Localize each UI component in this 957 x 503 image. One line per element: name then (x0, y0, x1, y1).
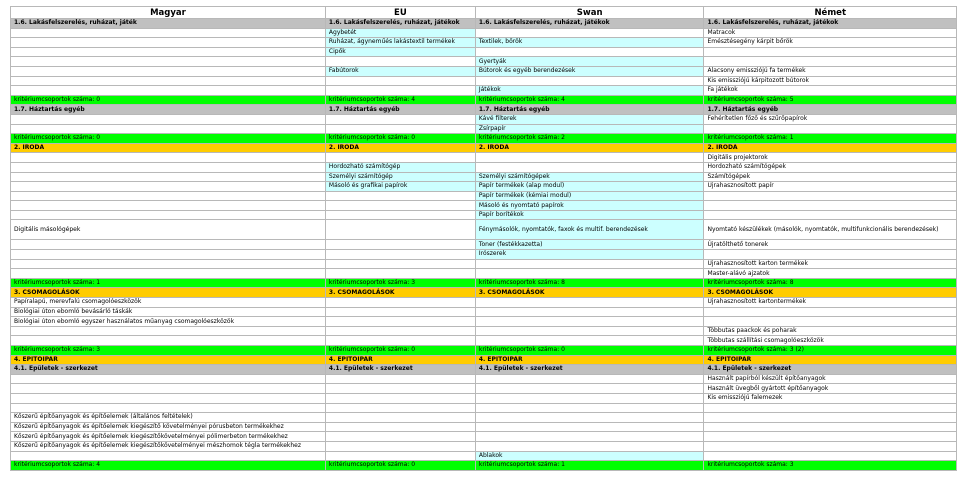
cell[interactable]: 4. ÉPÍTŐIPAR (475, 355, 704, 365)
cell[interactable] (325, 451, 475, 461)
cell[interactable] (325, 153, 475, 163)
cell[interactable]: kritériumcsoportok száma: 4 (475, 95, 704, 105)
cell[interactable]: Fabútorok (325, 66, 475, 76)
data-row (11, 182, 957, 192)
cell[interactable] (704, 422, 957, 432)
cell[interactable] (325, 76, 475, 86)
cell[interactable] (475, 259, 704, 269)
cell[interactable]: Személyi számítógépek (475, 172, 704, 182)
cell[interactable]: kritériumcsoportok száma: 0 (325, 461, 475, 471)
cell[interactable]: Fehérítetlen főző és szűrőpapírok (704, 114, 957, 124)
cell[interactable] (11, 162, 326, 172)
cell[interactable]: 2. IRODA (704, 143, 957, 153)
cell[interactable] (475, 384, 704, 394)
cell[interactable]: 1.7. Háztartás egyéb (475, 105, 704, 115)
cell[interactable] (325, 374, 475, 384)
cell[interactable] (475, 393, 704, 403)
data-row (11, 210, 957, 220)
data-row (11, 172, 957, 182)
column-header-swan[interactable]: Swan (475, 7, 704, 19)
cell[interactable] (325, 393, 475, 403)
cell[interactable] (11, 393, 326, 403)
data-row (11, 66, 957, 76)
cell[interactable]: Kávé filterek (475, 114, 704, 124)
cell[interactable] (11, 76, 326, 86)
cell[interactable] (475, 28, 704, 38)
cell[interactable] (11, 57, 326, 67)
cell[interactable] (11, 210, 326, 220)
data-row (11, 307, 957, 317)
cell[interactable] (704, 47, 957, 57)
cell[interactable]: Újrahasznosított kartontermékek (704, 298, 957, 308)
cell[interactable]: kritériumcsoportok száma: 4 (325, 95, 475, 105)
cell[interactable]: kritériumcsoportok száma: 0 (11, 134, 326, 144)
cell[interactable]: Többutas szállítási csomagolóeszközök (704, 336, 957, 346)
data-row (11, 384, 957, 394)
cell[interactable] (704, 317, 957, 327)
section-header-row (11, 105, 957, 115)
data-row (11, 422, 957, 432)
cell[interactable] (325, 298, 475, 308)
cell[interactable] (704, 441, 957, 451)
cell[interactable] (11, 28, 326, 38)
cell[interactable] (11, 182, 326, 192)
cell[interactable] (325, 403, 475, 413)
cell[interactable]: Papír termékek (alap modul) (475, 182, 704, 192)
cell[interactable]: kritériumcsoportok száma: 5 (704, 95, 957, 105)
cell[interactable] (475, 269, 704, 279)
cell[interactable]: Toner (festékkazetta) (475, 240, 704, 250)
cell[interactable] (475, 336, 704, 346)
data-row (11, 124, 957, 134)
cell[interactable]: Kőszerű építőanyagok és építőelemek kiegészítőkövetelményei pólimerbeton termékekhez (11, 432, 326, 442)
cell[interactable]: kritériumcsoportok száma: 3 (325, 278, 475, 288)
cell[interactable]: kritériumcsoportok száma: 0 (325, 346, 475, 356)
cell[interactable] (11, 259, 326, 269)
cell[interactable] (704, 432, 957, 442)
cell[interactable] (704, 124, 957, 134)
cell[interactable]: Kőszerű építőanyagok és építőelemek (általános feltételek) (11, 413, 326, 423)
cell[interactable]: 3. CSOMAGOLÁSOK (11, 288, 326, 298)
cell[interactable] (325, 240, 475, 250)
cell[interactable] (325, 441, 475, 451)
criteria-count-row (11, 346, 957, 356)
cell[interactable]: Fa játékok (704, 86, 957, 96)
cell[interactable] (475, 307, 704, 317)
cell[interactable]: 4.1. Épületek - szerkezet (11, 365, 326, 375)
cell[interactable] (704, 413, 957, 423)
cell[interactable] (11, 124, 326, 134)
cell[interactable]: Kőszerű építőanyagok és építőelemek kiegészítő követelményei pórusbeton termékekhez (11, 422, 326, 432)
data-row (11, 441, 957, 451)
cell[interactable]: 3. CSOMAGOLÁSOK (704, 288, 957, 298)
category-row (11, 288, 957, 298)
cell[interactable]: Kőszerű építőanyagok és építőelemek kiegészítőkövetelményei mészhomok tégla termékekhez (11, 441, 326, 451)
cell[interactable] (11, 86, 326, 96)
cell[interactable] (325, 191, 475, 201)
cell[interactable] (11, 114, 326, 124)
cell[interactable] (475, 317, 704, 327)
cell[interactable] (11, 172, 326, 182)
cell[interactable] (325, 384, 475, 394)
cell[interactable]: 1.6. Lakásfelszerelés, ruházat, játékok (475, 19, 704, 29)
cell[interactable] (325, 269, 475, 279)
cell[interactable]: Biológiai úton ebomló bevásárló táskák (11, 307, 326, 317)
cell[interactable]: kritériumcsoportok száma: 1 (11, 278, 326, 288)
cell[interactable] (475, 162, 704, 172)
cell[interactable] (325, 259, 475, 269)
data-row (11, 451, 957, 461)
cell[interactable]: Textilek, bőrök (475, 38, 704, 48)
cell[interactable]: Újrahasznosított karton termékek (704, 259, 957, 269)
cell[interactable] (11, 66, 326, 76)
cell[interactable] (11, 269, 326, 279)
column-header-eu[interactable]: EU (325, 7, 475, 19)
cell[interactable]: kritériumcsoportok száma: 8 (475, 278, 704, 288)
cell[interactable] (475, 153, 704, 163)
cell[interactable]: Hordozható számítógép (325, 162, 475, 172)
data-row (11, 240, 957, 250)
data-row (11, 162, 957, 172)
cell[interactable] (11, 403, 326, 413)
cell[interactable] (11, 336, 326, 346)
cell[interactable] (11, 326, 326, 336)
cell[interactable]: Nyomtató készülékek (másolók, nyomtatók, multifunkcionális berendezések) (704, 220, 957, 240)
cell[interactable] (704, 307, 957, 317)
cell[interactable]: 2. IRODA (325, 143, 475, 153)
cell[interactable]: Személyi számítógép (325, 172, 475, 182)
data-row (11, 269, 957, 279)
section-header-row (11, 19, 957, 29)
data-row (11, 47, 957, 57)
data-row (11, 191, 957, 201)
cell[interactable]: kritériumcsoportok száma: 4 (11, 461, 326, 471)
cell[interactable] (475, 413, 704, 423)
cell[interactable] (325, 250, 475, 260)
cell[interactable]: Digitális projektorok (704, 153, 957, 163)
cell[interactable]: Papír termékek (kémiai modul) (475, 191, 704, 201)
cell[interactable]: kritériumcsoportok száma: 1 (475, 461, 704, 471)
data-row (11, 374, 957, 384)
cell[interactable]: Játékok (475, 86, 704, 96)
cell[interactable]: kritériumcsoportok száma: 3 (11, 346, 326, 356)
category-row (11, 355, 957, 365)
data-row (11, 28, 957, 38)
cell[interactable] (704, 250, 957, 260)
cell[interactable]: 4. ÉPÍTŐIPAR (704, 355, 957, 365)
cell[interactable]: Alacsony emissziójú fa termékek (704, 66, 957, 76)
cell[interactable]: Használt üvegből gyártott építőanyagok (704, 384, 957, 394)
cell[interactable]: Újrahasznosított papír (704, 182, 957, 192)
cell[interactable] (11, 384, 326, 394)
cell[interactable]: Ablakok (475, 451, 704, 461)
cell[interactable] (704, 210, 957, 220)
cell[interactable] (325, 307, 475, 317)
cell[interactable]: 4.1. Épületek - szerkezet (704, 365, 957, 375)
data-row (11, 114, 957, 124)
cell[interactable]: 1.7. Háztartás egyéb (11, 105, 326, 115)
cell[interactable] (11, 47, 326, 57)
criteria-count-row (11, 461, 957, 471)
cell[interactable]: 4. ÉPÍTŐIPAR (11, 355, 326, 365)
cell[interactable]: kritériumcsoportok száma: 0 (11, 95, 326, 105)
cell[interactable] (475, 298, 704, 308)
cell[interactable] (704, 403, 957, 413)
data-row (11, 153, 957, 163)
cell[interactable]: Írószerek (475, 250, 704, 260)
header-row (11, 7, 957, 19)
cell[interactable]: Gyertyák (475, 57, 704, 67)
data-row (11, 413, 957, 423)
cell[interactable] (325, 86, 475, 96)
cell[interactable] (11, 250, 326, 260)
data-row (11, 403, 957, 413)
cell[interactable] (325, 413, 475, 423)
cell[interactable]: Digitális másológépek (11, 220, 326, 240)
cell[interactable] (475, 76, 704, 86)
cell[interactable]: 1.6. Lakásfelszerelés, ruházat, játékok (325, 19, 475, 29)
cell[interactable] (11, 153, 326, 163)
cell[interactable] (475, 422, 704, 432)
cell[interactable]: Újratölthető tonerek (704, 240, 957, 250)
cell[interactable]: 3. CSOMAGOLÁSOK (475, 288, 704, 298)
cell[interactable] (704, 191, 957, 201)
cell[interactable] (325, 336, 475, 346)
data-row (11, 38, 957, 48)
data-row (11, 201, 957, 211)
cell[interactable] (325, 317, 475, 327)
cell[interactable]: 4.1. Épületek - szerkezet (325, 365, 475, 375)
data-row (11, 336, 957, 346)
cell[interactable]: 1.6. Lakásfelszerelés, ruházat, játékok (704, 19, 957, 29)
cell[interactable]: Fénymásolók, nyomtatók, faxok és multif. berendezések (475, 220, 704, 240)
data-row (11, 326, 957, 336)
data-row (11, 393, 957, 403)
cell[interactable]: kritériumcsoportok száma: 0 (325, 134, 475, 144)
cell[interactable]: Matracok (704, 28, 957, 38)
cell[interactable]: kritériumcsoportok száma: 1 (704, 134, 957, 144)
cell[interactable]: Kis emissziójú falemezek (704, 393, 957, 403)
data-row (11, 76, 957, 86)
cell[interactable]: 2. IRODA (475, 143, 704, 153)
cell[interactable]: kritériumcsoportok száma: 8 (704, 278, 957, 288)
cell[interactable] (11, 451, 326, 461)
criteria-count-row (11, 95, 957, 105)
cell[interactable] (11, 38, 326, 48)
criteria-spreadsheet (10, 6, 957, 471)
data-row (11, 220, 957, 240)
cell[interactable] (325, 210, 475, 220)
cell[interactable]: Papír borítékok (475, 210, 704, 220)
cell[interactable] (325, 422, 475, 432)
cell[interactable] (475, 432, 704, 442)
cell[interactable] (704, 201, 957, 211)
cell[interactable]: 4. ÉPÍTŐIPAR (325, 355, 475, 365)
cell[interactable]: Ruházat, ágyneműés lakástextil termékek (325, 38, 475, 48)
data-row (11, 432, 957, 442)
cell[interactable] (475, 374, 704, 384)
category-row (11, 143, 957, 153)
cell[interactable]: Másoló és grafikai papírok (325, 182, 475, 192)
data-row (11, 250, 957, 260)
cell[interactable]: Hordozható számítógépek (704, 162, 957, 172)
cell[interactable]: Ágybetét (325, 28, 475, 38)
criteria-count-row (11, 278, 957, 288)
cell[interactable]: 3. CSOMAGOLÁSOK (325, 288, 475, 298)
cell[interactable]: Emésztésegény kárpit bőrök (704, 38, 957, 48)
section-header-row (11, 365, 957, 375)
cell[interactable]: 2. IRODA (11, 143, 326, 153)
cell[interactable]: kritériumcsoportok száma: 3 (2) (704, 346, 957, 356)
cell[interactable] (11, 374, 326, 384)
cell[interactable] (475, 326, 704, 336)
cell[interactable]: kritériumcsoportok száma: 2 (475, 134, 704, 144)
cell[interactable]: 1.7. Háztartás egyéb (325, 105, 475, 115)
cell[interactable] (475, 441, 704, 451)
cell[interactable] (475, 47, 704, 57)
column-header-magyar[interactable]: Magyar (11, 7, 326, 19)
data-row (11, 86, 957, 96)
cell[interactable] (325, 201, 475, 211)
cell[interactable]: 1.6. Lakásfelszerelés, ruházat, játék (11, 19, 326, 29)
cell[interactable] (704, 451, 957, 461)
cell[interactable] (325, 432, 475, 442)
cell[interactable] (325, 326, 475, 336)
cell[interactable]: kritériumcsoportok száma: 3 (704, 461, 957, 471)
cell[interactable] (325, 57, 475, 67)
cell[interactable]: Cipők (325, 47, 475, 57)
cell[interactable] (325, 114, 475, 124)
data-row (11, 317, 957, 327)
cell[interactable]: 4.1. Épületek - szerkezet (475, 365, 704, 375)
cell[interactable]: kritériumcsoportok száma: 0 (475, 346, 704, 356)
sheet-body (11, 19, 957, 471)
cell[interactable]: Többutas paackok és poharak (704, 326, 957, 336)
cell[interactable]: Használt papírból készült építőanyagok (704, 374, 957, 384)
cell[interactable]: Bútorok és egyéb berendezések (475, 66, 704, 76)
cell[interactable]: Másoló és nyomtató papírok (475, 201, 704, 211)
data-row (11, 57, 957, 67)
cell[interactable]: Számítógépek (704, 172, 957, 182)
cell[interactable]: Kis emissziójú kárpitozott bútorok (704, 76, 957, 86)
cell[interactable] (704, 57, 957, 67)
cell[interactable] (325, 220, 475, 240)
data-row (11, 298, 957, 308)
cell[interactable] (11, 191, 326, 201)
data-row (11, 259, 957, 269)
cell[interactable]: Biológiai úton ebomló egyszer használatos műanyag csomagolóeszközök (11, 317, 326, 327)
cell[interactable] (475, 403, 704, 413)
column-header-nemet[interactable]: Német (704, 7, 957, 19)
cell[interactable]: Master-alávó ajzatok (704, 269, 957, 279)
cell[interactable] (11, 201, 326, 211)
cell[interactable]: 1.7. Háztartás egyéb (704, 105, 957, 115)
cell[interactable]: Zsírpapír (475, 124, 704, 134)
cell[interactable] (11, 240, 326, 250)
cell[interactable]: Papíralapú, merevfalú csomagolóeszközök (11, 298, 326, 308)
cell[interactable] (325, 124, 475, 134)
criteria-count-row (11, 134, 957, 144)
